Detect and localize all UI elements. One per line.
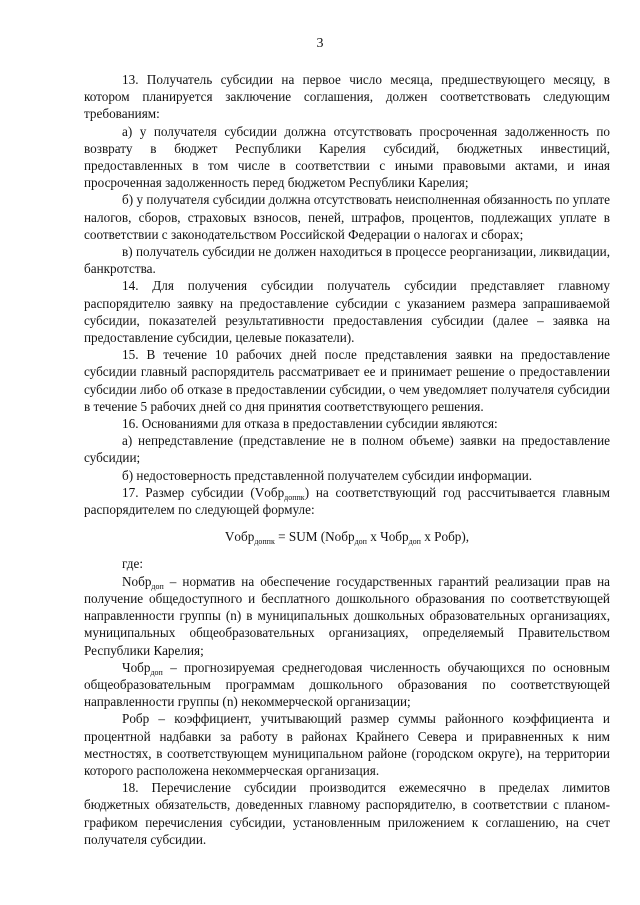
paragraph-16-b: б) недостоверность представленной получателем субсидии информации. bbox=[122, 467, 533, 483]
page-number: 3 bbox=[316, 36, 324, 51]
definition-pobr: Pобр – коэффициент, учитывающий размер суммы районного коэффициента и процентной надбавки за работу в районах Крайнего Севера и приравненных к ним местностях, в соответствующем муниципальном районе (городском округе), на территории которого расположена некоммерческая организация. bbox=[84, 711, 610, 778]
formula-part-1: Vобр bbox=[224, 529, 255, 545]
subsidy-formula bbox=[84, 528, 610, 545]
formula-sub-1: доппк bbox=[254, 537, 275, 547]
chobr-subscript: доп bbox=[150, 667, 163, 677]
nobr-subscript: доп bbox=[151, 581, 164, 591]
paragraph-15: 15. В течение 10 рабочих дней после представления заявки на предоставление субсидии главный распорядитель рассматривает ее и принимает решение о предоставлении субсидии либо об отказе в предоставлении субсидии, о чем уведомляет получателя субсидии в течение 5 рабочих дней со дня принятия соответствующего решения. bbox=[84, 347, 610, 414]
where-label: где: bbox=[122, 556, 143, 572]
chobr-definition: – прогнозируемая среднегодовая численность обучающихся по основным общеобразовательным программам дошкольного образования по соответствующей направленности группы (n) некоммерческой организации; bbox=[84, 659, 610, 710]
paragraph-17-start: 17. Размер субсидии (Vобр bbox=[122, 484, 285, 500]
paragraph-17 bbox=[84, 484, 610, 518]
paragraph-18: 18. Перечисление субсидии производится ежемесячно в пределах лимитов бюджетных обязательств, доведенных главному распорядителю, в соответствии с планом-графиком перечисления субсидии, установленным приложением к соглашению, на счет получателя субсидии. bbox=[84, 780, 610, 847]
paragraph-13-c: в) получатель субсидии не должен находиться в процессе реорганизации, ликвидации, банкротства. bbox=[84, 244, 610, 277]
paragraph-17-subscript: доппк bbox=[284, 492, 305, 502]
paragraph-13-b: б) у получателя субсидии должна отсутствовать неисполненная обязанность по уплате налогов, сборов, страховых взносов, пеней, штрафов, процентов, подлежащих уплате в соответствии с законодательством Российской Федерации о налогах и сборах; bbox=[84, 192, 610, 242]
paragraph-13: 13. Получатель субсидии на первое число месяца, предшествующего месяцу, в котором планируется заключение соглашения, должен соответствовать следующим требованиям: bbox=[84, 72, 610, 122]
definition-chobr bbox=[84, 659, 610, 711]
formula-part-2: = SUM (Nобр bbox=[274, 529, 355, 545]
paragraph-17-end: ) на соответствующий год рассчитывается главным распорядителем по следующей формуле: bbox=[84, 484, 611, 518]
definition-nobr bbox=[84, 573, 610, 659]
formula-sub-2: доп bbox=[354, 537, 367, 547]
paragraph-13-a: а) у получателя субсидии должна отсутствовать просроченная задолженность по возврату в бюджет Республики Карелия субсидий, бюджетных инвестиций, предоставленных в том числе в соответствии с иными правовыми актами, и иная просроченная задолженность перед бюджетом Республики Карелия; bbox=[84, 123, 610, 191]
paragraph-14: 14. Для получения субсидии получатель субсидии представляет главному распорядителю заявку на предоставление субсидии с указанием размера запрашиваемой субсидии, показателей результативности предоставления субсидии (далее – заявка на предоставление субсидии, целевые показатели). bbox=[84, 278, 610, 346]
formula-sub-3: доп bbox=[408, 537, 421, 547]
nobr-definition: – норматив на обеспечение государственных гарантий реализации прав на получение общедоступного и бесплатного дошкольного образования по соответствующей направленности группы (n) в муниципальных дошкольных образовательных организациях, муниципальных общеобразовательных организациях, определяемый Правительством Республики Карелия; bbox=[84, 573, 610, 658]
formula-part-4: x Pобр), bbox=[420, 529, 470, 545]
paragraph-16-a: а) непредставление (представление не в полном объеме) заявки на предоставление субсидии; bbox=[84, 433, 610, 466]
document-body bbox=[84, 71, 610, 848]
formula-part-3: x Чобр bbox=[366, 529, 409, 545]
chobr-term: Чобр bbox=[122, 659, 151, 675]
nobr-term: Nобр bbox=[122, 573, 152, 589]
paragraph-16: 16. Основаниями для отказа в предоставлении субсидии являются: bbox=[122, 416, 498, 432]
